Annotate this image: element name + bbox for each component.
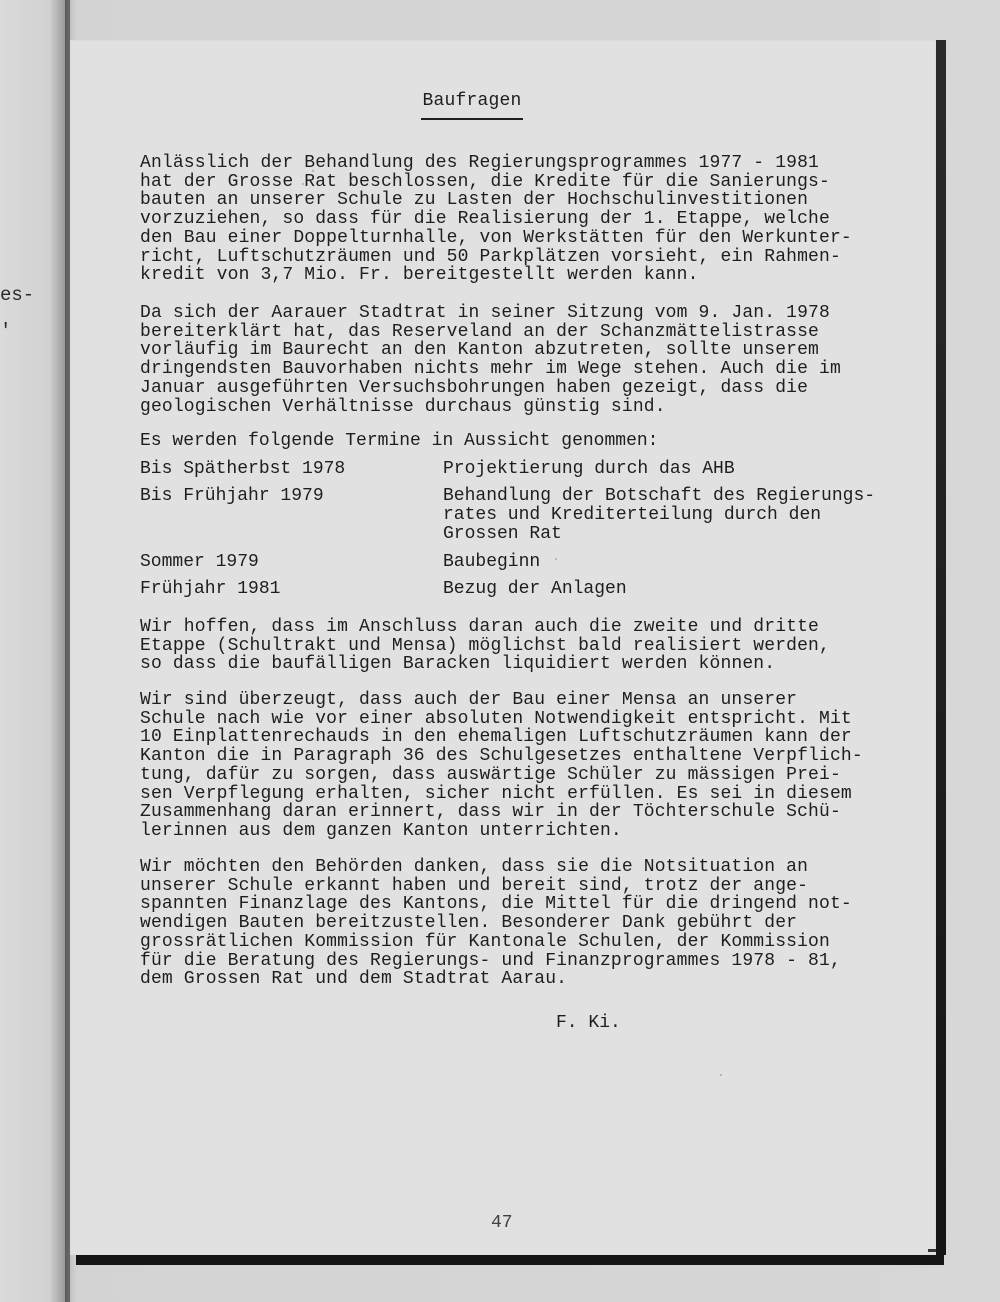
schedule-row [140,580,900,599]
schedule-row [140,487,900,543]
page-header [421,92,523,120]
paragraph-4: Wir sind überzeugt, dass auch der Bau einer Mensa an unserer Schule nach wie vor einer absoluten Notwendigkeit entspricht. Mit 10 Einplattenrechauds in den ehemaligen Luftschutzräumen kann der Kanton die in Paragraph 36 des Schulgesetzes enthaltene Verpflich- tung, dafür zu sorgen, dass auswärtige Schüler zu mässigen Prei- sen Verpflegung erhalten, sicher nicht erfüllen. Es sei in diesem Zusammenhang daran erinnert, dass wir in der Töchterschule Schü- lerinnen aus dem ganzen Kanton unterrichten. [140,690,863,841]
paragraph-1: Anlässlich der Behandlung des Regierungsprogrammes 1977 - 1981 hat der Grosse Rat beschlossen, die Kredite für die Sanierungs- bauten an unserer Schule zu Lasten der Hochschulinvestitionen vorzuziehen, so dass für die Realisierung der 1. Etappe, welche den Bau einer Doppelturnhalle, von Werkstätten für den Werkunter- richt, Luftschutzräumen und 50 Parkplätzen vorsieht, ein Rahmen- kredit von 3,7 Mio. Fr. bereitgestellt werden kann. [140,153,852,286]
page-title: Baufragen [422,91,522,111]
schedule-date: Sommer 1979 [140,551,259,572]
schedule-description: Bezug der Anlagen [443,579,627,600]
schedule-date: Frühjahr 1981 [140,579,281,600]
paragraph-2: Da sich der Aarauer Stadtrat in seiner Sitzung vom 9. Jan. 1978 bereiterklärt hat, das Reserveland an der Schanzmättelistrasse vorläufig im Baurecht an den Kanton abzutreten, sollte unserem dringendsten Bauvorhaben nichts mehr im Wege stehen. Auch die im Januar ausgeführten Versuchsbohrungen haben gezeigt, dass die geologischen Verhältnisse durchaus günstig sind. [140,303,841,417]
left-page-fragment: es- [0,284,35,306]
schedule-intro: Es werden folgende Termine in Aussicht genommen: [140,431,659,451]
schedule-section [140,432,900,608]
paragraph-5: Wir möchten den Behörden danken, dass sie die Notsituation an unserer Schule erkannt haben und bereit sind, trotz der ange- spannten Finanzlage des Kantons, die Mittel für die dringend not- wendigen Bauten bereitzustellen. Besonderer Dank gebührt der grossrätlichen Kommission für Kantonale Schulen, der Kommission für die Beratung des Regierungs- und Finanzprogrammes 1978 - 81, dem Grossen Rat und dem Stadtrat Aarau. [140,857,852,990]
page-bottom-edge [76,1255,944,1265]
schedule-description: Projektierung durch das AHB [443,458,735,479]
schedule-row [140,460,900,479]
schedule-description: Behandlung der Botschaft des Regierungs- rates und Krediterteilung durch den Grossen Rat [443,486,876,544]
left-page-fragment: ' [0,320,12,342]
schedule-date: Bis Frühjahr 1979 [140,486,324,507]
paper-speck [720,1074,722,1076]
title-underline [421,118,523,120]
schedule-description: Baubeginn [443,551,541,572]
left-page-edge [0,0,70,1302]
page-number: 47 [491,1213,513,1233]
paragraph-3: Wir hoffen, dass im Anschluss daran auch die zweite und dritte Etappe (Schultrakt und Mensa) möglichst bald realisiert werden, so dass die baufälligen Baracken liquidiert werden können. [140,617,830,675]
paper-speck [312,170,314,172]
schedule-date: Bis Spätherbst 1978 [140,458,346,479]
schedule-row [140,553,900,572]
crop-mark [928,1235,945,1252]
paper-speck [555,558,557,560]
signature: F. Ki. [556,1013,621,1033]
paper-speck [302,183,304,185]
